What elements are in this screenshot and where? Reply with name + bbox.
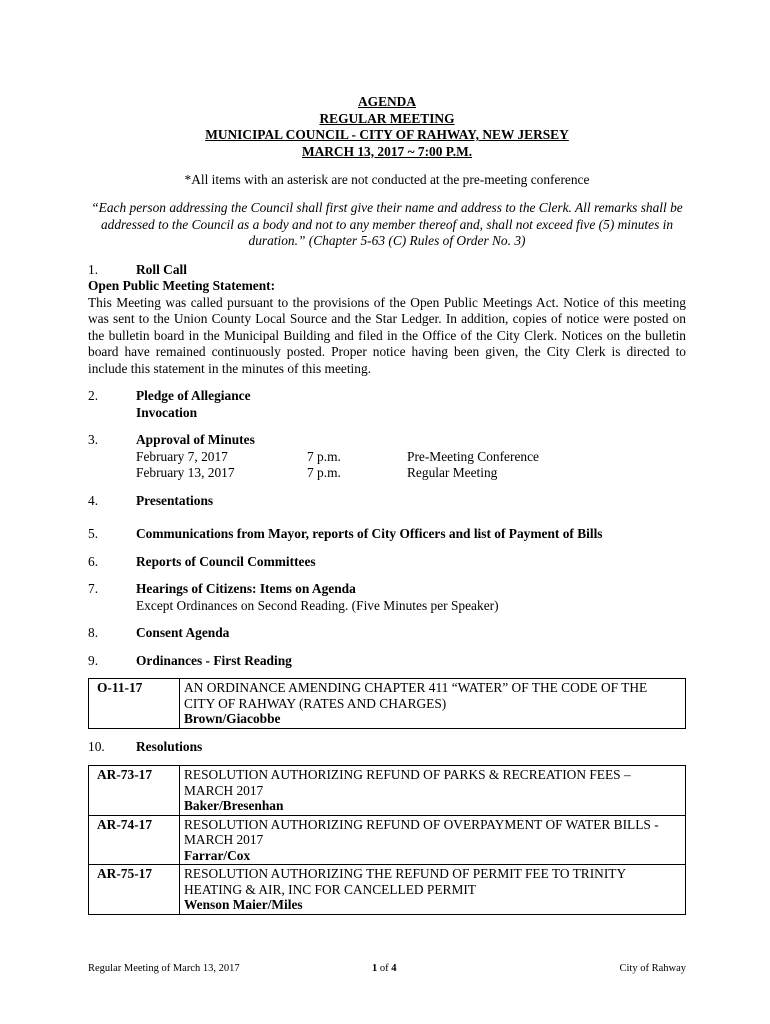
- item-title: Ordinances - First Reading: [136, 652, 292, 668]
- resolution-title-line: MARCH 2017: [184, 782, 264, 798]
- footer-page-number: [372, 963, 397, 974]
- header-meeting-type: REGULAR MEETING: [319, 110, 455, 126]
- minutes-row: [88, 449, 686, 466]
- resolution-sponsors: Farrar/Cox: [184, 847, 251, 863]
- minutes-date: February 13, 2017: [136, 465, 235, 480]
- item-title: Consent Agenda: [136, 625, 230, 640]
- ordinances-table: [88, 678, 686, 729]
- header-agenda: AGENDA: [357, 94, 417, 109]
- item-title: Resolutions: [136, 738, 203, 754]
- item-subtitle: Invocation: [136, 404, 198, 420]
- footer-city: City of Rahway: [619, 963, 686, 974]
- header-date: MARCH 13, 2017 ~ 7:00 P.M.: [301, 143, 473, 159]
- item-subtitle: Except Ordinances on Second Reading. (Five Minutes per Speaker): [136, 597, 499, 613]
- resolution-title-line: HEATING & AIR, INC FOR CANCELLED PERMIT: [184, 881, 476, 897]
- item-title: Hearings of Citizens: Items on Agenda: [136, 581, 356, 596]
- item-resolutions: [88, 739, 686, 756]
- footer-meeting: Regular Meeting of March 13, 2017: [88, 963, 240, 974]
- resolution-code: AR-73-17: [89, 766, 180, 816]
- ordinance-code: O-11-17: [89, 679, 180, 729]
- table-row: [89, 865, 686, 915]
- item-number: 7.: [88, 581, 99, 596]
- resolution-code: AR-75-17: [89, 865, 180, 915]
- item-number: 4.: [88, 492, 99, 508]
- resolution-title-line: MARCH 2017: [184, 832, 264, 847]
- minutes-time: 7 p.m.: [307, 448, 341, 464]
- header-council: MUNICIPAL COUNCIL - CITY OF RAHWAY, NEW JERSEY: [205, 127, 569, 142]
- item-title: Roll Call: [136, 261, 187, 277]
- ordinance-text: [180, 679, 686, 729]
- page-footer: [88, 963, 686, 974]
- minutes-desc: Regular Meeting: [407, 465, 498, 480]
- item-pledge: [88, 388, 686, 421]
- item-number: 3.: [88, 432, 99, 447]
- item-council-committees: [88, 554, 686, 571]
- ordinance-title-line: AN ORDINANCE AMENDING CHAPTER 411 “WATER” OF THE CODE OF THE: [184, 680, 648, 695]
- item-consent-agenda: [88, 625, 686, 642]
- item-number: 2.: [88, 388, 99, 403]
- opms-title: Open Public Meeting Statement:: [88, 278, 276, 293]
- table-row: [89, 766, 686, 816]
- resolution-sponsors: Wenson Maier/Miles: [184, 897, 303, 912]
- item-title: Approval of Minutes: [136, 432, 255, 447]
- item-number: 6.: [88, 553, 99, 569]
- resolution-sponsors: Baker/Bresenhan: [184, 798, 284, 813]
- agenda-page: [88, 94, 686, 915]
- footer-of: of: [379, 963, 389, 974]
- item-communications: [88, 526, 686, 543]
- ordinance-title-line: CITY OF RAHWAY (RATES AND CHARGES): [184, 695, 447, 711]
- footer-page-total: 4: [391, 963, 397, 974]
- resolutions-table: [88, 765, 686, 915]
- minutes-time: 7 p.m.: [307, 465, 341, 480]
- item-number: 9.: [88, 652, 99, 668]
- item-number: 1.: [88, 261, 99, 277]
- ordinance-sponsors: Brown/Giacobbe: [184, 711, 281, 726]
- item-roll-call: [88, 262, 686, 279]
- rules-quote: “Each person addressing the Council shall first give their name and address to the Clerk. All remarks shall be addressed to the Council as a body and not to any member thereof and, shall not exceed five (5) minutes in duration.” (Chapter 5-63 (C) Rules of Order No. 3): [91, 200, 683, 248]
- resolution-title-line: RESOLUTION AUTHORIZING THE REFUND OF PERMIT FEE TO TRINITY: [184, 866, 627, 881]
- resolution-text: [180, 766, 686, 816]
- resolution-code: AR-74-17: [89, 815, 180, 865]
- open-public-meeting-statement: [88, 278, 686, 377]
- item-ordinances: [88, 653, 686, 670]
- resolution-text: [180, 815, 686, 865]
- resolution-text: [180, 865, 686, 915]
- footer-page-current: 1: [372, 963, 378, 974]
- minutes-date: February 7, 2017: [136, 448, 228, 464]
- item-title: Presentations: [136, 492, 214, 508]
- item-title: Reports of Council Committees: [136, 553, 316, 569]
- item-number: 5.: [88, 526, 99, 541]
- item-title: Communications from Mayor, reports of City Officers and list of Payment of Bills: [136, 526, 603, 541]
- item-approval-of-minutes: [88, 432, 686, 482]
- table-row: [89, 679, 686, 729]
- table-row: [89, 815, 686, 865]
- resolution-title-line: RESOLUTION AUTHORIZING REFUND OF OVERPAYMENT OF WATER BILLS -: [184, 816, 659, 832]
- resolution-title-line: RESOLUTION AUTHORIZING REFUND OF PARKS & RECREATION FEES –: [184, 767, 631, 782]
- opms-text: This Meeting was called pursuant to the provisions of the Open Public Meetings Act. Notice of this meeting was sent to the Union County Local Source and the Star Ledger. In addition, copies of notice were posted on the bulletin board in the Municipal Building and filed in the Office of the City Clerk. Notices on the bulletin board have remained continuously posted. Proper notice having been given, the City Clerk is directed to include this statement in the minutes of this meeting.: [88, 294, 686, 376]
- item-number: 8.: [88, 625, 99, 640]
- item-presentations: [88, 493, 686, 510]
- minutes-row: [88, 465, 686, 482]
- agenda-header: [88, 94, 686, 160]
- item-hearings: [88, 581, 686, 614]
- item-number: 10.: [88, 738, 105, 754]
- item-title: Pledge of Allegiance: [136, 388, 251, 403]
- asterisk-note: *All items with an asterisk are not conducted at the pre-meeting conference: [184, 172, 590, 187]
- minutes-desc: Pre-Meeting Conference: [407, 448, 539, 464]
